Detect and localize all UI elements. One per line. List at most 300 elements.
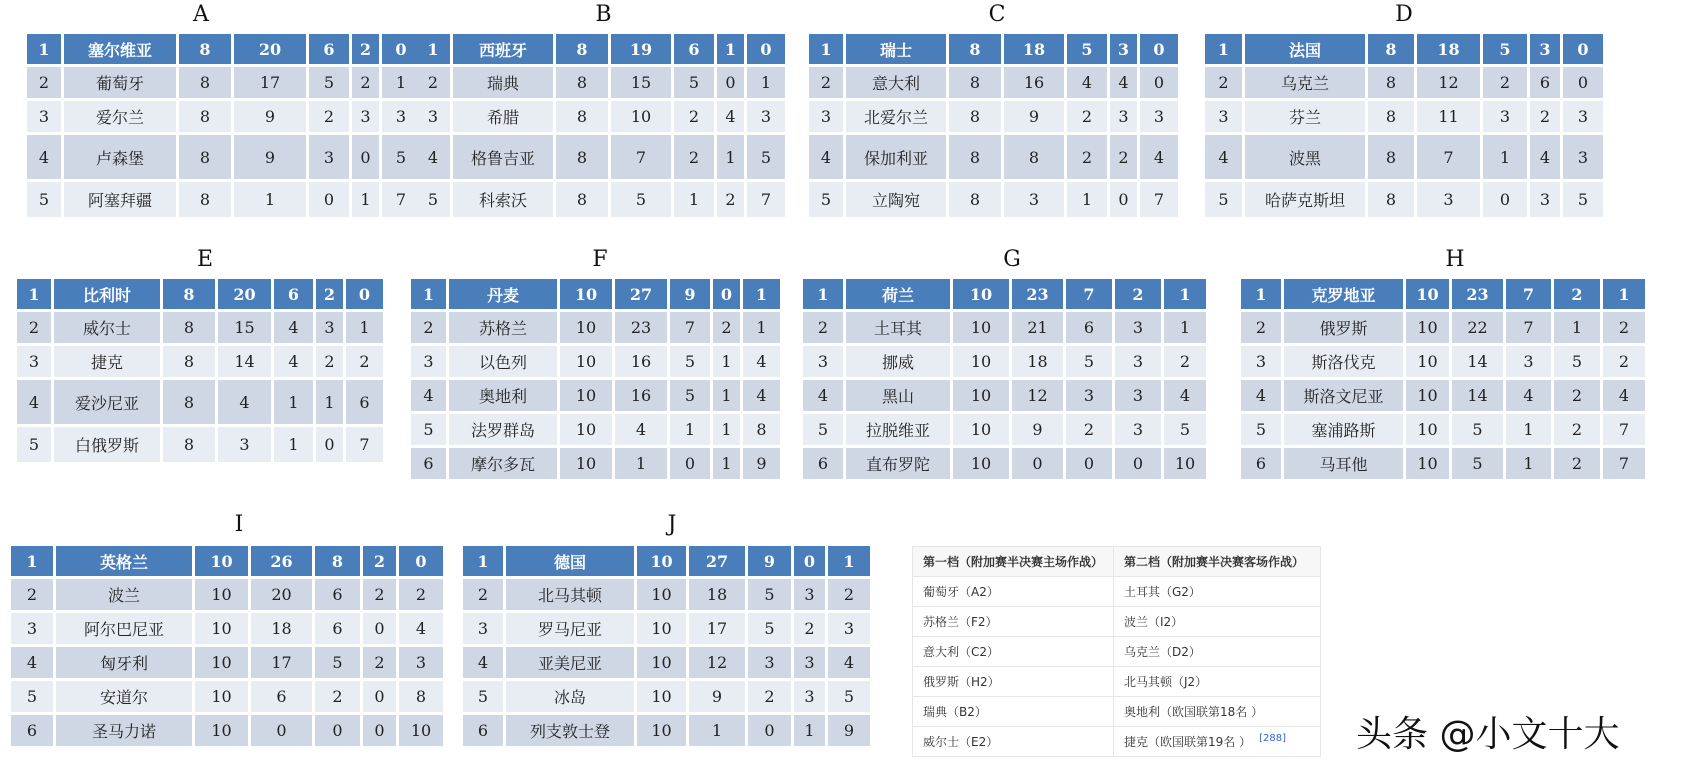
points-cell: 10 (611, 101, 671, 132)
wins-cell: 5 (674, 67, 714, 98)
points-cell: 15 (218, 312, 271, 343)
played-cell: 8 (163, 312, 215, 343)
team-cell: 俄罗斯 (1284, 312, 1403, 343)
played-cell: 8 (163, 279, 215, 309)
table-row (416, 182, 785, 217)
played-cell: 10 (637, 579, 686, 610)
losses-cell: 7 (382, 182, 420, 217)
wins-cell: 1 (674, 182, 714, 217)
played-cell: 10 (637, 681, 686, 712)
team-cell: 白俄罗斯 (54, 427, 160, 462)
wins-cell: 5 (309, 67, 349, 98)
team-cell: 芬兰 (1245, 101, 1365, 132)
wins-cell: 6 (1066, 312, 1112, 343)
team-cell: 比利时 (54, 279, 160, 309)
points-cell: 16 (615, 346, 667, 377)
rank-cell: 1 (17, 279, 51, 309)
team-cell: 荷兰 (846, 279, 950, 309)
played-cell: 10 (953, 312, 1009, 343)
rank-cell: 3 (27, 101, 61, 132)
team-cell: 科索沃 (453, 182, 553, 217)
played-cell: 8 (949, 135, 1001, 179)
group-title: H (1445, 247, 1465, 272)
played-cell: 10 (1406, 312, 1449, 343)
losses-cell: 5 (747, 135, 785, 179)
played-cell: 10 (560, 380, 612, 411)
pot-1-team: 苏格兰（F2） (913, 607, 1114, 637)
draws-cell: 3 (1110, 34, 1137, 64)
losses-cell: 4 (743, 346, 780, 377)
draws-cell: 3 (1530, 182, 1560, 217)
team-cell: 奥地利 (449, 380, 557, 411)
losses-cell: 3 (1140, 101, 1178, 132)
team-cell: 意大利 (846, 67, 946, 98)
leader-row (1241, 279, 1645, 309)
losses-cell: 3 (1563, 101, 1603, 132)
draws-cell: 0 (363, 613, 396, 644)
played-cell: 8 (556, 34, 608, 64)
draws-cell: 3 (794, 647, 825, 678)
draws-cell: 1 (352, 182, 379, 217)
points-cell: 20 (218, 279, 271, 309)
losses-cell: 9 (828, 715, 870, 746)
wins-cell: 6 (274, 279, 313, 309)
rank-cell: 4 (803, 380, 843, 411)
wins-cell: 7 (1506, 279, 1551, 309)
table-row (11, 715, 443, 746)
team-cell: 以色列 (449, 346, 557, 377)
team-cell: 黑山 (846, 380, 950, 411)
rank-cell: 1 (809, 34, 843, 64)
playoff-row (913, 727, 1321, 757)
reference-link[interactable]: [288] (1259, 733, 1286, 744)
points-cell: 4 (615, 414, 667, 445)
wins-cell: 0 (315, 715, 360, 746)
team-cell: 波兰 (56, 579, 192, 610)
leader-row (17, 279, 383, 309)
table-row (809, 182, 1178, 217)
table-row (1241, 380, 1645, 411)
playoff-row (913, 637, 1321, 667)
losses-cell: 2 (1164, 346, 1206, 377)
points-cell: 3 (1417, 182, 1480, 217)
draws-cell: 2 (352, 34, 379, 64)
draws-cell: 0 (363, 715, 396, 746)
played-cell: 10 (195, 546, 248, 576)
rank-cell: 5 (416, 182, 450, 217)
wins-cell: 0 (1066, 448, 1112, 479)
wins-cell: 0 (1483, 182, 1527, 217)
table-row (17, 427, 383, 462)
team-cell: 爱沙尼亚 (54, 380, 160, 424)
draws-cell: 5 (1554, 346, 1600, 377)
leader-row (11, 546, 443, 576)
draws-cell: 1 (794, 715, 825, 746)
points-cell: 3 (1004, 182, 1064, 217)
team-cell: 保加利亚 (846, 135, 946, 179)
table-row (1241, 448, 1645, 479)
rank-cell: 5 (463, 681, 503, 712)
played-cell: 10 (195, 613, 248, 644)
wins-cell: 2 (674, 101, 714, 132)
draws-cell: 2 (1110, 135, 1137, 179)
points-cell: 26 (251, 546, 312, 576)
team-cell: 波黑 (1245, 135, 1365, 179)
draws-cell: 1 (717, 135, 744, 179)
rank-cell: 4 (416, 135, 450, 179)
played-cell: 8 (949, 67, 1001, 98)
points-cell: 20 (234, 34, 306, 64)
group-e-table (14, 276, 386, 465)
played-cell: 8 (179, 67, 231, 98)
team-cell: 捷克 (54, 346, 160, 377)
losses-cell: 4 (1603, 380, 1645, 411)
draws-cell: 2 (1115, 279, 1161, 309)
losses-cell: 1 (743, 279, 780, 309)
table-row (803, 448, 1206, 479)
played-cell: 10 (1406, 346, 1449, 377)
group-f-table (408, 276, 783, 482)
table-row (463, 681, 870, 712)
wins-cell: 5 (748, 613, 791, 644)
points-cell: 27 (689, 546, 745, 576)
played-cell: 10 (953, 414, 1009, 445)
table-row (803, 312, 1206, 343)
leader-row (27, 34, 420, 64)
group-b-table (413, 31, 788, 220)
points-cell: 9 (1012, 414, 1063, 445)
draws-cell: 2 (1554, 380, 1600, 411)
draws-cell: 1 (713, 448, 740, 479)
pot-2-team: 奥地利（欧国联第18名 ） (1114, 697, 1321, 727)
played-cell: 10 (637, 715, 686, 746)
leader-row (463, 546, 870, 576)
played-cell: 8 (1368, 182, 1414, 217)
losses-cell: 8 (399, 681, 443, 712)
wins-cell: 0 (309, 182, 349, 217)
played-cell: 10 (953, 380, 1009, 411)
team-cell: 列支敦士登 (506, 715, 634, 746)
table-row (416, 67, 785, 98)
rank-cell: 2 (1205, 67, 1242, 98)
rank-cell: 3 (11, 613, 53, 644)
rank-cell: 4 (411, 380, 446, 411)
rank-cell: 5 (17, 427, 51, 462)
points-cell: 14 (1452, 346, 1503, 377)
pot-1-header: 第一档（附加赛半决赛主场作战） (913, 547, 1114, 577)
table-row (27, 182, 420, 217)
losses-cell: 4 (1164, 380, 1206, 411)
played-cell: 8 (949, 34, 1001, 64)
played-cell: 8 (179, 182, 231, 217)
points-cell: 0 (1012, 448, 1063, 479)
losses-cell: 7 (1140, 182, 1178, 217)
points-cell: 18 (251, 613, 312, 644)
wins-cell: 6 (309, 34, 349, 64)
draws-cell: 2 (1554, 448, 1600, 479)
pot-2-team: 土耳其（G2） (1114, 577, 1321, 607)
table-row (1241, 414, 1645, 445)
draws-cell: 2 (363, 647, 396, 678)
draws-cell: 0 (316, 427, 343, 462)
losses-cell: 7 (346, 427, 383, 462)
team-cell: 瑞典 (453, 67, 553, 98)
wins-cell: 4 (1067, 67, 1107, 98)
pot-1-team: 威尔士（E2） (913, 727, 1114, 757)
team-cell: 卢森堡 (64, 135, 176, 179)
losses-cell: 9 (743, 448, 780, 479)
losses-cell: 1 (346, 312, 383, 343)
losses-cell: 8 (743, 414, 780, 445)
wins-cell: 0 (670, 448, 710, 479)
played-cell: 8 (179, 135, 231, 179)
points-cell: 14 (218, 346, 271, 377)
leader-row (809, 34, 1178, 64)
team-cell: 哈萨克斯坦 (1245, 182, 1365, 217)
draws-cell: 0 (717, 67, 744, 98)
rank-cell: 2 (11, 579, 53, 610)
wins-cell: 5 (670, 380, 710, 411)
group-title: C (988, 2, 1006, 27)
losses-cell: 4 (828, 647, 870, 678)
rank-cell: 3 (463, 613, 503, 644)
group-j-table (460, 543, 873, 749)
wins-cell: 7 (1066, 279, 1112, 309)
wins-cell: 7 (1506, 312, 1551, 343)
draws-cell: 4 (1110, 67, 1137, 98)
points-cell: 18 (1417, 34, 1480, 64)
team-cell: 克罗地亚 (1284, 279, 1403, 309)
draws-cell: 2 (1554, 279, 1600, 309)
team-cell: 圣马力诺 (56, 715, 192, 746)
rank-cell: 3 (411, 346, 446, 377)
table-row (411, 448, 780, 479)
losses-cell: 5 (1563, 182, 1603, 217)
played-cell: 10 (560, 414, 612, 445)
losses-cell: 0 (382, 34, 420, 64)
group-i-table (8, 543, 446, 749)
played-cell: 10 (560, 448, 612, 479)
table-row (809, 101, 1178, 132)
wins-cell: 6 (674, 34, 714, 64)
wins-cell: 5 (1067, 34, 1107, 64)
pot-2-header: 第二档（附加赛半决赛客场作战） (1114, 547, 1321, 577)
points-cell: 11 (1417, 101, 1480, 132)
wins-cell: 2 (309, 101, 349, 132)
rank-cell: 5 (1241, 414, 1281, 445)
points-cell: 17 (234, 67, 306, 98)
pot-1-team: 葡萄牙（A2） (913, 577, 1114, 607)
group-c-table (806, 31, 1181, 220)
team-cell: 阿塞拜疆 (64, 182, 176, 217)
table-row (1205, 67, 1603, 98)
table-row (803, 414, 1206, 445)
losses-cell: 0 (1563, 67, 1603, 98)
points-cell: 6 (251, 681, 312, 712)
wins-cell: 9 (748, 546, 791, 576)
wins-cell: 9 (670, 279, 710, 309)
team-cell: 安道尔 (56, 681, 192, 712)
points-cell: 5 (1452, 448, 1503, 479)
rank-cell: 1 (1241, 279, 1281, 309)
team-cell: 匈牙利 (56, 647, 192, 678)
points-cell: 5 (611, 182, 671, 217)
team-cell: 北爱尔兰 (846, 101, 946, 132)
leader-row (803, 279, 1206, 309)
table-row (17, 346, 383, 377)
points-cell: 20 (251, 579, 312, 610)
played-cell: 10 (560, 279, 612, 309)
wins-cell: 8 (315, 546, 360, 576)
playoff-row (913, 577, 1321, 607)
losses-cell: 0 (1140, 67, 1178, 98)
team-cell: 格鲁吉亚 (453, 135, 553, 179)
table-row (1205, 135, 1603, 179)
points-cell: 19 (611, 34, 671, 64)
rank-cell: 4 (463, 647, 503, 678)
points-cell: 3 (218, 427, 271, 462)
losses-cell: 3 (1563, 135, 1603, 179)
played-cell: 10 (1406, 380, 1449, 411)
team-cell: 威尔士 (54, 312, 160, 343)
losses-cell: 1 (1164, 312, 1206, 343)
pot-2-team: 北马其顿（J2） (1114, 667, 1321, 697)
points-cell: 0 (251, 715, 312, 746)
draws-cell: 1 (1554, 312, 1600, 343)
rank-cell: 3 (1205, 101, 1242, 132)
losses-cell: 7 (1603, 448, 1645, 479)
draws-cell: 2 (1530, 101, 1560, 132)
wins-cell: 5 (670, 346, 710, 377)
wins-cell: 3 (309, 135, 349, 179)
rank-cell: 1 (411, 279, 446, 309)
points-cell: 22 (1452, 312, 1503, 343)
rank-cell: 1 (463, 546, 503, 576)
team-cell: 摩尔多瓦 (449, 448, 557, 479)
team-cell: 塞尔维亚 (64, 34, 176, 64)
draws-cell: 2 (316, 279, 343, 309)
draws-cell: 2 (316, 346, 343, 377)
team-cell: 冰岛 (506, 681, 634, 712)
table-row (11, 579, 443, 610)
played-cell: 10 (637, 546, 686, 576)
played-cell: 10 (1406, 414, 1449, 445)
losses-cell: 3 (399, 647, 443, 678)
points-cell: 16 (1004, 67, 1064, 98)
draws-cell: 3 (352, 101, 379, 132)
points-cell: 9 (234, 135, 306, 179)
rank-cell: 5 (1205, 182, 1242, 217)
group-d-table (1202, 31, 1606, 220)
team-cell: 土耳其 (846, 312, 950, 343)
pot-2-team (1114, 727, 1321, 757)
table-row (809, 67, 1178, 98)
rank-cell: 6 (11, 715, 53, 746)
group-title: D (1395, 2, 1413, 27)
points-cell: 21 (1012, 312, 1063, 343)
points-cell: 7 (611, 135, 671, 179)
rank-cell: 2 (463, 579, 503, 610)
wins-cell: 5 (1066, 346, 1112, 377)
rank-cell: 5 (803, 414, 843, 445)
rank-cell: 3 (17, 346, 51, 377)
team-cell: 立陶宛 (846, 182, 946, 217)
team-cell: 罗马尼亚 (506, 613, 634, 644)
rank-cell: 4 (1205, 135, 1242, 179)
rank-cell: 2 (27, 67, 61, 98)
pot-2-team-label: 捷克（欧国联第19名 ） (1124, 735, 1252, 749)
rank-cell: 2 (803, 312, 843, 343)
losses-cell: 1 (1603, 279, 1645, 309)
losses-cell: 0 (747, 34, 785, 64)
losses-cell: 5 (1164, 414, 1206, 445)
losses-cell: 3 (382, 101, 420, 132)
played-cell: 8 (1368, 101, 1414, 132)
wins-cell: 1 (274, 380, 313, 424)
played-cell: 8 (163, 346, 215, 377)
team-cell: 德国 (506, 546, 634, 576)
watermark: 头条 @小文十大 (1356, 714, 1620, 755)
played-cell: 10 (195, 715, 248, 746)
rank-cell: 5 (11, 681, 53, 712)
rank-cell: 5 (809, 182, 843, 217)
pot-1-team: 瑞典（B2） (913, 697, 1114, 727)
draws-cell: 2 (363, 546, 396, 576)
draws-cell: 2 (713, 312, 740, 343)
played-cell: 10 (195, 681, 248, 712)
rank-cell: 4 (27, 135, 61, 179)
rank-cell: 3 (803, 346, 843, 377)
rank-cell: 4 (17, 380, 51, 424)
pot-1-team: 意大利（C2） (913, 637, 1114, 667)
points-cell: 4 (218, 380, 271, 424)
played-cell: 10 (953, 346, 1009, 377)
table-row (27, 135, 420, 179)
losses-cell: 0 (346, 279, 383, 309)
points-cell: 1 (615, 448, 667, 479)
wins-cell: 1 (1506, 448, 1551, 479)
points-cell: 1 (234, 182, 306, 217)
wins-cell: 2 (674, 135, 714, 179)
rank-cell: 4 (11, 647, 53, 678)
draws-cell: 1 (713, 380, 740, 411)
draws-cell: 3 (316, 312, 343, 343)
points-cell: 9 (234, 101, 306, 132)
rank-cell: 6 (1241, 448, 1281, 479)
wins-cell: 3 (1506, 346, 1551, 377)
played-cell: 8 (163, 380, 215, 424)
group-title: A (193, 2, 209, 27)
table-row (11, 681, 443, 712)
draws-cell: 3 (1115, 380, 1161, 411)
draws-cell: 2 (794, 613, 825, 644)
points-cell: 18 (689, 579, 745, 610)
table-row (416, 101, 785, 132)
losses-cell: 2 (1603, 346, 1645, 377)
rank-cell: 1 (803, 279, 843, 309)
wins-cell: 3 (1483, 101, 1527, 132)
played-cell: 10 (953, 448, 1009, 479)
rank-cell: 6 (411, 448, 446, 479)
group-h-table (1238, 276, 1648, 482)
playoff-pots-table (912, 546, 1321, 757)
points-cell: 23 (1452, 279, 1503, 309)
pot-2-team: 乌克兰（D2） (1114, 637, 1321, 667)
wins-cell: 4 (274, 346, 313, 377)
team-cell: 英格兰 (56, 546, 192, 576)
leader-row (1205, 34, 1603, 64)
played-cell: 10 (1406, 279, 1449, 309)
